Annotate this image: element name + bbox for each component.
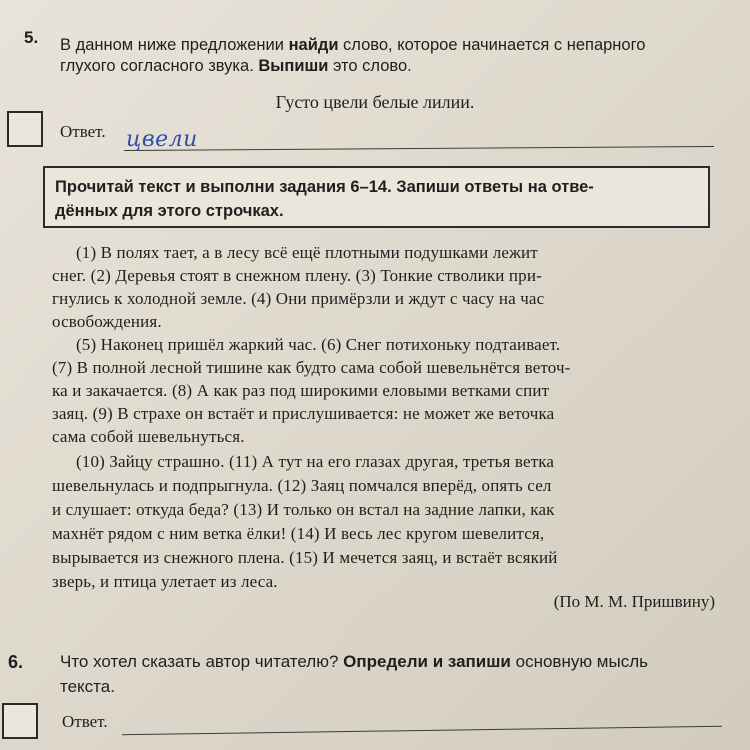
answer-checkbox-5[interactable] <box>7 111 43 147</box>
task-6-prompt-line-1 <box>60 652 648 672</box>
task-5-sentence: Густо цвели белые лилии. <box>275 92 475 112</box>
answer-checkbox-6[interactable] <box>2 703 38 739</box>
answer-label: Ответ. <box>60 122 106 141</box>
passage-line: (1) В полях тает, а в лесу всё ещё плотными подушками лежит <box>76 243 538 262</box>
prompt-text: глухого согласного звука. <box>60 57 259 75</box>
passage-line: сама собой шевельнуться. <box>52 427 245 446</box>
passage-line: и слушает: откуда беда? (13) И только он встал на задние лапки, как <box>52 500 555 519</box>
instruction-box <box>43 166 710 228</box>
passage-line: ка и закачается. (8) А как раз под широкими еловыми ветками спит <box>52 381 550 400</box>
prompt-text: В данном ниже предложении <box>60 36 289 54</box>
passage-line: гнулись к холодной земле. (4) Они примёрзли и ждут с часу на час <box>52 289 545 308</box>
passage-line: заяц. (9) В страхе он встаёт и прислушивается: не может же веточка <box>52 404 555 423</box>
instruction-line-2: дённых для этого строчках. <box>55 202 284 220</box>
prompt-emphasis: Выпиши <box>258 57 329 75</box>
passage-line: шевельнулась и подпрыгнула. (12) Заяц помчался вперёд, опять сел <box>52 476 552 495</box>
passage-line: снег. (2) Деревья стоят в снежном плену. (3) Тонкие стволики при- <box>52 266 542 285</box>
instruction-line-1: Прочитай текст и выполни задания 6–14. Запиши ответы на отве- <box>55 178 594 196</box>
task-6-prompt-line-2: текста. <box>60 677 115 696</box>
passage-attribution: (По М. М. Пришвину) <box>553 592 715 611</box>
answer-label: Ответ. <box>62 712 108 731</box>
prompt-emphasis: найди <box>288 36 339 54</box>
prompt-emphasis: Определи и запиши <box>343 652 511 671</box>
task-6-number: 6. <box>8 652 24 672</box>
prompt-text: Что хотел сказать автор читателю? <box>60 652 344 671</box>
task-5-prompt-line-1 <box>60 34 645 56</box>
passage-line: зверь, и птица улетает из леса. <box>52 572 278 591</box>
prompt-text: слово, которое начинается с непарного <box>338 36 646 54</box>
handwritten-answer[interactable]: цвели <box>126 127 198 152</box>
passage-line: вырывается из снежного плена. (15) И мечется заяц, и встаёт всякий <box>52 548 558 567</box>
answer-line[interactable] <box>122 726 722 735</box>
prompt-text: основную мысль <box>510 652 648 671</box>
prompt-text: это слово. <box>328 57 412 75</box>
passage-line: махнёт рядом с ним ветка ёлки! (14) И весь лес кругом шевелится, <box>52 524 545 543</box>
task-5-prompt-line-2 <box>60 55 412 77</box>
passage-line: (10) Зайцу страшно. (11) А тут на его глазах другая, третья ветка <box>76 452 555 471</box>
passage-line: (7) В полной лесной тишине как будто сама собой шевельнётся веточ- <box>52 358 571 377</box>
passage-line: (5) Наконец пришёл жаркий час. (6) Снег потихоньку подтаивает. <box>76 335 561 354</box>
task-5-number: 5. <box>24 28 39 47</box>
answer-line[interactable] <box>124 146 714 151</box>
passage-line: освобождения. <box>52 312 162 331</box>
